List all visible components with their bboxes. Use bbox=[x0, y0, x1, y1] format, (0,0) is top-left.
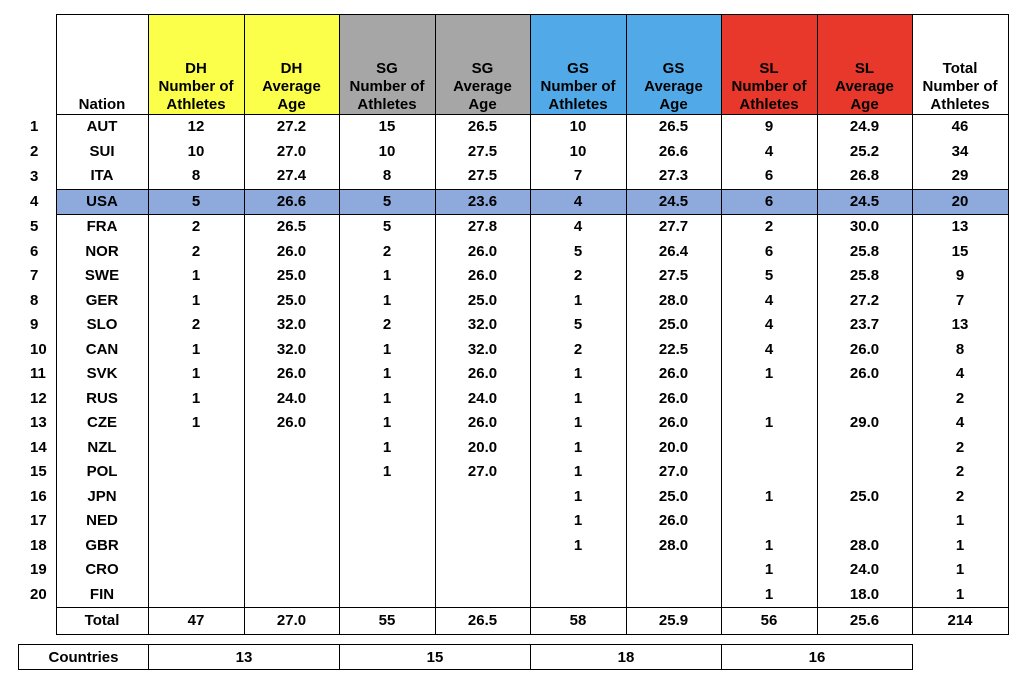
sg-athletes-header: SG Number of Athletes bbox=[339, 15, 435, 115]
dh-age-cell: 25.0 bbox=[244, 264, 339, 289]
total-athletes-cell: 2 bbox=[912, 460, 1008, 485]
sl-age-cell: 26.8 bbox=[817, 164, 912, 189]
total-athletes-cell: 46 bbox=[912, 115, 1008, 140]
sg-age-cell: 20.0 bbox=[435, 436, 530, 461]
table-row bbox=[18, 436, 1008, 461]
dh-age-cell bbox=[244, 583, 339, 608]
rank-cell: 6 bbox=[30, 242, 39, 260]
dh-athletes-cell bbox=[148, 583, 244, 608]
dh-athletes-cell: 1 bbox=[148, 362, 244, 387]
dh-age-cell: 26.0 bbox=[244, 411, 339, 436]
sl-athletes-cell bbox=[721, 387, 817, 412]
dh-age-cell: 32.0 bbox=[244, 313, 339, 338]
total-all-athletes: 214 bbox=[912, 608, 1008, 635]
sl-athletes-cell: 2 bbox=[721, 215, 817, 240]
dh-age-cell: 26.6 bbox=[244, 189, 339, 215]
sg-age-cell: 27.8 bbox=[435, 215, 530, 240]
dh-athletes-cell: 1 bbox=[148, 411, 244, 436]
sg-age-cell: 26.0 bbox=[435, 264, 530, 289]
gs-athletes-cell: 2 bbox=[530, 338, 626, 363]
gs-athletes-cell: 1 bbox=[530, 509, 626, 534]
gs-age-header: GS Average Age bbox=[626, 15, 721, 115]
gs-athletes-cell bbox=[530, 558, 626, 583]
gs-age-cell: 26.0 bbox=[626, 362, 721, 387]
table-row bbox=[18, 189, 1008, 215]
table-row bbox=[18, 485, 1008, 510]
dh-athletes-cell: 2 bbox=[148, 240, 244, 265]
total-gs-athletes: 58 bbox=[530, 608, 626, 635]
rank-cell: 9 bbox=[30, 316, 39, 334]
dh-athletes-cell bbox=[148, 460, 244, 485]
dh-athletes-cell: 1 bbox=[148, 338, 244, 363]
sg-athletes-cell: 10 bbox=[339, 140, 435, 165]
sg-age-cell: 27.0 bbox=[435, 460, 530, 485]
rank-cell: 10 bbox=[30, 340, 47, 358]
sl-age-cell: 24.0 bbox=[817, 558, 912, 583]
nation-cell: SUI bbox=[56, 140, 148, 165]
rank-cell: 7 bbox=[30, 267, 39, 285]
gs-age-cell: 28.0 bbox=[626, 534, 721, 559]
dh-athletes-cell: 12 bbox=[148, 115, 244, 140]
sl-age-cell: 25.2 bbox=[817, 140, 912, 165]
total-athletes-cell: 1 bbox=[912, 558, 1008, 583]
gs-age-cell: 20.0 bbox=[626, 436, 721, 461]
nation-header: Nation bbox=[56, 15, 148, 115]
table-row bbox=[18, 534, 1008, 559]
gs-age-cell: 25.0 bbox=[626, 313, 721, 338]
nation-cell: RUS bbox=[56, 387, 148, 412]
total-athletes-cell: 20 bbox=[912, 189, 1008, 215]
sl-age-cell: 30.0 bbox=[817, 215, 912, 240]
gs-athletes-cell: 5 bbox=[530, 313, 626, 338]
rank-cell: 15 bbox=[30, 463, 47, 481]
nation-cell: GER bbox=[56, 289, 148, 314]
rank-cell: 12 bbox=[30, 389, 47, 407]
sg-athletes-cell: 2 bbox=[339, 313, 435, 338]
dh-age-cell: 27.2 bbox=[244, 115, 339, 140]
sl-athletes-cell: 1 bbox=[721, 485, 817, 510]
sl-age-cell: 29.0 bbox=[817, 411, 912, 436]
sl-age-cell: 23.7 bbox=[817, 313, 912, 338]
gs-age-cell: 26.5 bbox=[626, 115, 721, 140]
rank-cell: 19 bbox=[30, 561, 47, 579]
nation-cell: GBR bbox=[56, 534, 148, 559]
nation-cell: FIN bbox=[56, 583, 148, 608]
gs-age-cell: 26.0 bbox=[626, 387, 721, 412]
sg-age-cell: 24.0 bbox=[435, 387, 530, 412]
total-dh-athletes: 47 bbox=[148, 608, 244, 635]
gs-age-cell: 26.4 bbox=[626, 240, 721, 265]
total-athletes-cell: 1 bbox=[912, 509, 1008, 534]
sg-age-header: SG Average Age bbox=[435, 15, 530, 115]
gs-athletes-cell: 1 bbox=[530, 436, 626, 461]
rank-cell: 14 bbox=[30, 438, 47, 456]
nation-cell: NZL bbox=[56, 436, 148, 461]
total-sg-athletes: 55 bbox=[339, 608, 435, 635]
rank-cell: 4 bbox=[30, 192, 39, 210]
table-row bbox=[18, 215, 1008, 240]
countries-row bbox=[18, 644, 913, 670]
sl-age-cell bbox=[817, 509, 912, 534]
sl-athletes-cell bbox=[721, 460, 817, 485]
total-athletes-cell: 13 bbox=[912, 313, 1008, 338]
total-athletes-cell: 4 bbox=[912, 362, 1008, 387]
countries-sg: 15 bbox=[340, 645, 531, 670]
table-row bbox=[18, 558, 1008, 583]
total-row-rank bbox=[18, 608, 56, 635]
sg-athletes-cell: 1 bbox=[339, 338, 435, 363]
total-athletes-cell: 2 bbox=[912, 436, 1008, 461]
sl-athletes-cell bbox=[721, 509, 817, 534]
gs-age-cell: 27.3 bbox=[626, 164, 721, 189]
sg-age-cell: 26.0 bbox=[435, 362, 530, 387]
nation-cell: CZE bbox=[56, 411, 148, 436]
gs-age-cell: 25.0 bbox=[626, 485, 721, 510]
total-athletes-cell: 13 bbox=[912, 215, 1008, 240]
dh-athletes-cell: 2 bbox=[148, 313, 244, 338]
gs-age-cell: 24.5 bbox=[626, 189, 721, 215]
dh-athletes-cell bbox=[148, 534, 244, 559]
gs-athletes-cell: 1 bbox=[530, 534, 626, 559]
nation-cell: AUT bbox=[56, 115, 148, 140]
dh-athletes-cell bbox=[148, 485, 244, 510]
nation-cell: NOR bbox=[56, 240, 148, 265]
total-athletes-cell: 8 bbox=[912, 338, 1008, 363]
table-row bbox=[18, 240, 1008, 265]
nation-cell: USA bbox=[56, 189, 148, 215]
rank-cell: 3 bbox=[30, 167, 39, 185]
dh-age-cell: 27.4 bbox=[244, 164, 339, 189]
sg-age-cell: 25.0 bbox=[435, 289, 530, 314]
nation-cell: CAN bbox=[56, 338, 148, 363]
gs-athletes-cell: 1 bbox=[530, 460, 626, 485]
sl-athletes-cell: 1 bbox=[721, 583, 817, 608]
total-gs-age: 25.9 bbox=[626, 608, 721, 635]
sl-age-cell: 28.0 bbox=[817, 534, 912, 559]
total-sl-athletes: 56 bbox=[721, 608, 817, 635]
gs-athletes-cell: 1 bbox=[530, 387, 626, 412]
gs-age-cell: 28.0 bbox=[626, 289, 721, 314]
rank-cell: 2 bbox=[30, 142, 39, 160]
gs-athletes-cell: 4 bbox=[530, 215, 626, 240]
sg-athletes-cell bbox=[339, 509, 435, 534]
gs-athletes-header: GS Number of Athletes bbox=[530, 15, 626, 115]
countries-gs: 18 bbox=[531, 645, 722, 670]
nation-cell: POL bbox=[56, 460, 148, 485]
sg-age-cell: 32.0 bbox=[435, 338, 530, 363]
dh-age-cell bbox=[244, 509, 339, 534]
table-row bbox=[18, 362, 1008, 387]
sl-athletes-cell: 6 bbox=[721, 240, 817, 265]
rank-cell: 11 bbox=[30, 365, 46, 383]
sl-age-cell: 25.8 bbox=[817, 264, 912, 289]
sl-athletes-cell bbox=[721, 436, 817, 461]
sg-athletes-cell: 1 bbox=[339, 460, 435, 485]
sg-athletes-cell: 1 bbox=[339, 264, 435, 289]
sg-age-cell bbox=[435, 534, 530, 559]
gs-athletes-cell: 7 bbox=[530, 164, 626, 189]
sg-athletes-cell bbox=[339, 485, 435, 510]
sl-athletes-cell: 9 bbox=[721, 115, 817, 140]
total-athletes-cell: 34 bbox=[912, 140, 1008, 165]
sl-age-header: SL Average Age bbox=[817, 15, 912, 115]
dh-age-cell bbox=[244, 460, 339, 485]
gs-age-cell: 27.7 bbox=[626, 215, 721, 240]
nation-cell: SWE bbox=[56, 264, 148, 289]
total-athletes-cell: 2 bbox=[912, 485, 1008, 510]
total-athletes-cell: 29 bbox=[912, 164, 1008, 189]
gs-athletes-cell: 2 bbox=[530, 264, 626, 289]
sl-athletes-cell: 4 bbox=[721, 289, 817, 314]
sg-athletes-cell: 5 bbox=[339, 215, 435, 240]
nation-cell: SVK bbox=[56, 362, 148, 387]
dh-age-cell: 26.0 bbox=[244, 240, 339, 265]
sl-age-cell: 26.0 bbox=[817, 362, 912, 387]
sl-age-cell: 25.8 bbox=[817, 240, 912, 265]
total-athletes-cell: 15 bbox=[912, 240, 1008, 265]
sg-age-cell: 27.5 bbox=[435, 140, 530, 165]
rank-header bbox=[18, 15, 56, 115]
dh-athletes-cell: 1 bbox=[148, 387, 244, 412]
dh-athletes-cell: 5 bbox=[148, 189, 244, 215]
sg-athletes-cell bbox=[339, 558, 435, 583]
sg-age-cell bbox=[435, 558, 530, 583]
sg-age-cell: 26.0 bbox=[435, 240, 530, 265]
total-dh-age: 27.0 bbox=[244, 608, 339, 635]
total-athletes-cell: 1 bbox=[912, 583, 1008, 608]
dh-age-cell: 26.5 bbox=[244, 215, 339, 240]
rank-cell: 16 bbox=[30, 487, 47, 505]
nation-cell: ITA bbox=[56, 164, 148, 189]
table-row bbox=[18, 583, 1008, 608]
gs-age-cell bbox=[626, 583, 721, 608]
gs-age-cell: 22.5 bbox=[626, 338, 721, 363]
sl-age-cell: 26.0 bbox=[817, 338, 912, 363]
dh-age-cell: 24.0 bbox=[244, 387, 339, 412]
sg-age-cell: 27.5 bbox=[435, 164, 530, 189]
sg-athletes-cell: 1 bbox=[339, 289, 435, 314]
table-row bbox=[18, 115, 1008, 140]
rank-cell: 8 bbox=[30, 291, 39, 309]
gs-age-cell: 27.5 bbox=[626, 264, 721, 289]
nation-cell: JPN bbox=[56, 485, 148, 510]
gs-age-cell: 26.0 bbox=[626, 411, 721, 436]
table-row bbox=[18, 411, 1008, 436]
sg-athletes-cell: 5 bbox=[339, 189, 435, 215]
sg-athletes-cell: 1 bbox=[339, 411, 435, 436]
gs-age-cell: 26.6 bbox=[626, 140, 721, 165]
dh-athletes-cell: 1 bbox=[148, 289, 244, 314]
gs-age-cell bbox=[626, 558, 721, 583]
dh-age-cell: 26.0 bbox=[244, 362, 339, 387]
sl-athletes-cell: 4 bbox=[721, 140, 817, 165]
total-athletes-cell: 4 bbox=[912, 411, 1008, 436]
sg-age-cell: 32.0 bbox=[435, 313, 530, 338]
dh-athletes-cell bbox=[148, 509, 244, 534]
dh-age-cell: 32.0 bbox=[244, 338, 339, 363]
rank-cell: 20 bbox=[30, 586, 47, 603]
total-row bbox=[18, 608, 1008, 635]
sl-athletes-cell: 4 bbox=[721, 313, 817, 338]
nation-cell: CRO bbox=[56, 558, 148, 583]
sl-age-cell: 24.5 bbox=[817, 189, 912, 215]
total-athletes-cell: 9 bbox=[912, 264, 1008, 289]
gs-athletes-cell: 4 bbox=[530, 189, 626, 215]
dh-age-cell bbox=[244, 485, 339, 510]
table-row bbox=[18, 164, 1008, 189]
sl-age-cell bbox=[817, 387, 912, 412]
table-row bbox=[18, 289, 1008, 314]
sl-athletes-cell: 1 bbox=[721, 558, 817, 583]
gs-age-cell: 27.0 bbox=[626, 460, 721, 485]
sg-age-cell: 26.0 bbox=[435, 411, 530, 436]
sg-age-cell bbox=[435, 485, 530, 510]
sl-athletes-cell: 1 bbox=[721, 534, 817, 559]
sg-athletes-cell: 8 bbox=[339, 164, 435, 189]
nation-cell: FRA bbox=[56, 215, 148, 240]
gs-athletes-cell bbox=[530, 583, 626, 608]
total-athletes-cell: 1 bbox=[912, 534, 1008, 559]
total-athletes-cell: 7 bbox=[912, 289, 1008, 314]
gs-athletes-cell: 1 bbox=[530, 485, 626, 510]
total-sl-age: 25.6 bbox=[817, 608, 912, 635]
gs-athletes-cell: 10 bbox=[530, 115, 626, 140]
dh-age-cell bbox=[244, 534, 339, 559]
dh-age-cell: 27.0 bbox=[244, 140, 339, 165]
gs-athletes-cell: 1 bbox=[530, 362, 626, 387]
rank-cell: 5 bbox=[30, 218, 39, 235]
sg-athletes-cell: 1 bbox=[339, 436, 435, 461]
rank-cell: 17 bbox=[30, 512, 47, 530]
rank-cell: 18 bbox=[30, 536, 47, 554]
total-athletes-header: Total Number of Athletes bbox=[912, 15, 1008, 115]
sg-age-cell bbox=[435, 509, 530, 534]
dh-athletes-header: DH Number of Athletes bbox=[148, 15, 244, 115]
sl-athletes-cell: 1 bbox=[721, 411, 817, 436]
countries-sl: 16 bbox=[722, 645, 913, 670]
dh-athletes-cell bbox=[148, 436, 244, 461]
gs-age-cell: 26.0 bbox=[626, 509, 721, 534]
dh-age-cell bbox=[244, 558, 339, 583]
sg-athletes-cell: 1 bbox=[339, 387, 435, 412]
nation-cell: SLO bbox=[56, 313, 148, 338]
sl-athletes-cell: 6 bbox=[721, 189, 817, 215]
sl-athletes-cell: 6 bbox=[721, 164, 817, 189]
table-row bbox=[18, 264, 1008, 289]
dh-age-header: DH Average Age bbox=[244, 15, 339, 115]
sg-age-cell: 26.5 bbox=[435, 115, 530, 140]
athletes-table bbox=[18, 14, 1009, 635]
gs-athletes-cell: 1 bbox=[530, 411, 626, 436]
dh-athletes-cell: 1 bbox=[148, 264, 244, 289]
dh-athletes-cell: 2 bbox=[148, 215, 244, 240]
table-row bbox=[18, 338, 1008, 363]
table-row bbox=[18, 140, 1008, 165]
total-label: Total bbox=[56, 608, 148, 635]
dh-age-cell: 25.0 bbox=[244, 289, 339, 314]
sl-athletes-header: SL Number of Athletes bbox=[721, 15, 817, 115]
sg-athletes-cell bbox=[339, 583, 435, 608]
sl-age-cell: 27.2 bbox=[817, 289, 912, 314]
sl-age-cell bbox=[817, 460, 912, 485]
sl-age-cell: 18.0 bbox=[817, 583, 912, 608]
total-athletes-cell: 2 bbox=[912, 387, 1008, 412]
sg-age-cell: 23.6 bbox=[435, 189, 530, 215]
table-row bbox=[18, 509, 1008, 534]
sl-age-cell bbox=[817, 436, 912, 461]
sg-athletes-cell: 15 bbox=[339, 115, 435, 140]
table-row bbox=[18, 460, 1008, 485]
countries-dh: 13 bbox=[149, 645, 340, 670]
sg-age-cell bbox=[435, 583, 530, 608]
gs-athletes-cell: 5 bbox=[530, 240, 626, 265]
sl-athletes-cell: 1 bbox=[721, 362, 817, 387]
sl-athletes-cell: 5 bbox=[721, 264, 817, 289]
gs-athletes-cell: 1 bbox=[530, 289, 626, 314]
rank-cell: 1 bbox=[30, 118, 39, 135]
dh-age-cell bbox=[244, 436, 339, 461]
dh-athletes-cell: 8 bbox=[148, 164, 244, 189]
rank-cell: 13 bbox=[30, 414, 47, 432]
sl-age-cell: 24.9 bbox=[817, 115, 912, 140]
nation-cell: NED bbox=[56, 509, 148, 534]
sg-athletes-cell: 2 bbox=[339, 240, 435, 265]
countries-label: Countries bbox=[19, 645, 149, 670]
dh-athletes-cell bbox=[148, 558, 244, 583]
sg-athletes-cell: 1 bbox=[339, 362, 435, 387]
total-sg-age: 26.5 bbox=[435, 608, 530, 635]
gs-athletes-cell: 10 bbox=[530, 140, 626, 165]
sg-athletes-cell bbox=[339, 534, 435, 559]
table-row bbox=[18, 387, 1008, 412]
dh-athletes-cell: 10 bbox=[148, 140, 244, 165]
header-row bbox=[18, 15, 1008, 115]
sl-athletes-cell: 4 bbox=[721, 338, 817, 363]
sl-age-cell: 25.0 bbox=[817, 485, 912, 510]
table-row bbox=[18, 313, 1008, 338]
